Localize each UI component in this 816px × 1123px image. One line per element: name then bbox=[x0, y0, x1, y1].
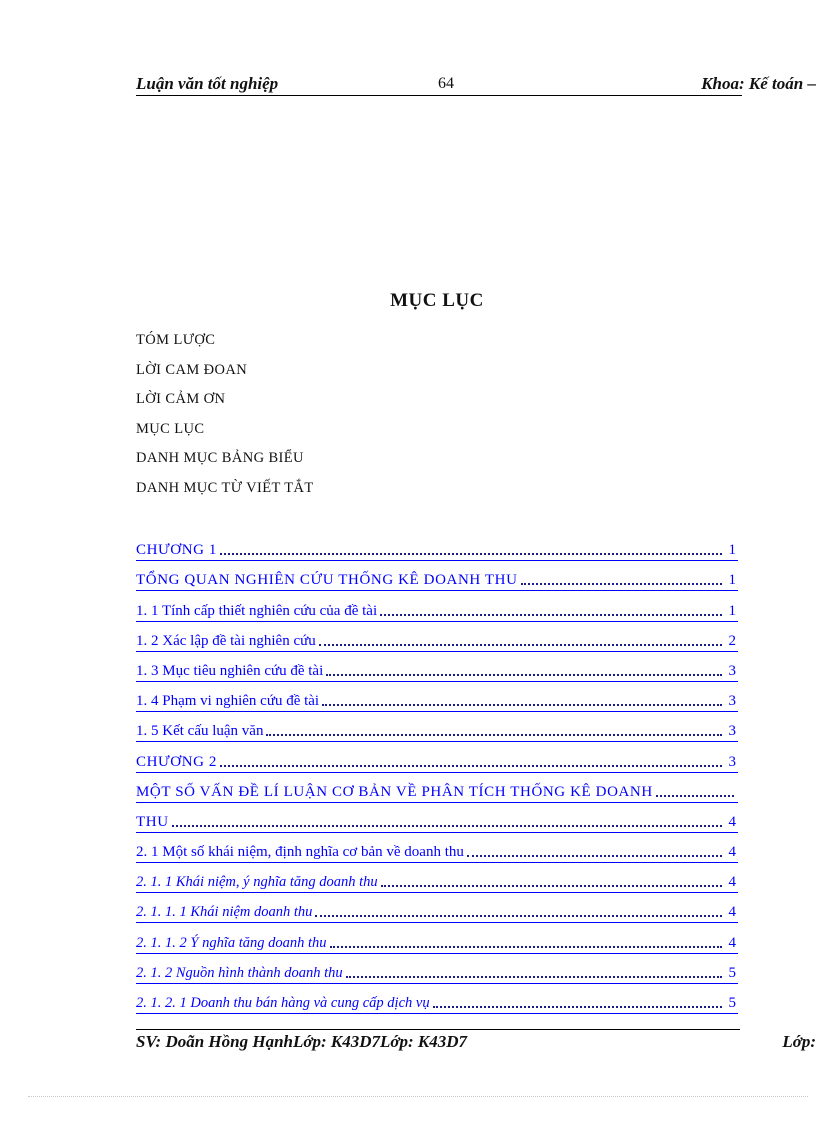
toc-entry-page: 3 bbox=[725, 754, 737, 771]
toc-entry-page: 1 bbox=[725, 572, 737, 589]
toc-leader-dots bbox=[346, 976, 722, 978]
toc-entry-text: 1. 4 Phạm vi nghiên cứu đề tài bbox=[136, 693, 320, 710]
toc-leader-dots bbox=[326, 674, 722, 676]
front-matter-item: TÓM LƯỢC bbox=[136, 332, 216, 348]
toc-entry-link[interactable] bbox=[136, 712, 738, 742]
toc-entry-text: 1. 2 Xác lập đề tài nghiên cứu bbox=[136, 632, 316, 649]
toc-entry-page: 4 bbox=[725, 844, 737, 861]
toc-entry-page: 4 bbox=[725, 874, 737, 891]
front-matter-item: DANH MỤC BẢNG BIỂU bbox=[136, 450, 304, 467]
toc-entry-link[interactable] bbox=[136, 833, 738, 863]
toc-entry-text: 2. 1. 1 Khái niệm, ý nghĩa tăng doanh thu bbox=[136, 874, 378, 891]
toc-entry-link[interactable] bbox=[136, 893, 738, 923]
toc-entry-text: 1. 1 Tính cấp thiết nghiên cứu của đề tài bbox=[136, 602, 378, 619]
toc-leader-dots bbox=[656, 795, 734, 797]
toc-entry-page: 4 bbox=[725, 814, 737, 831]
footer-class-label: Lớp: bbox=[782, 1032, 816, 1051]
toc-leader-dots bbox=[315, 915, 722, 917]
toc-entry-text: 2. 1. 1. 1 Khái niệm doanh thu bbox=[136, 904, 313, 921]
front-matter-list bbox=[136, 326, 314, 504]
toc-entry-text: MỘT SỐ VẤN ĐỀ LÍ LUẬN CƠ BẢN VỀ PHÂN TÍCH THỐNG KÊ DOANH bbox=[136, 783, 653, 800]
toc-leader-dots bbox=[220, 765, 722, 767]
toc-entry-text: CHƯƠNG 1 bbox=[136, 542, 218, 559]
toc-entry-link[interactable] bbox=[136, 591, 738, 621]
toc-entry-text: CHƯƠNG 2 bbox=[136, 753, 218, 770]
toc-entry-page: 3 bbox=[725, 723, 737, 740]
toc-leader-dots bbox=[381, 885, 722, 887]
page-footer bbox=[136, 1032, 816, 1056]
toc-entry-page: 3 bbox=[725, 693, 737, 710]
bottom-dotted-border bbox=[28, 1096, 808, 1097]
front-matter-item: LỜI CẢM ƠN bbox=[136, 391, 226, 408]
toc-leader-dots bbox=[322, 704, 722, 706]
toc-leader-dots bbox=[521, 583, 722, 585]
front-matter-item: DANH MỤC TỪ VIẾT TẮT bbox=[136, 479, 314, 496]
front-matter-item: LỜI CAM ĐOAN bbox=[136, 361, 248, 378]
toc-leader-dots bbox=[467, 855, 722, 857]
header-faculty-label: Khoa: Kế toán – bbox=[701, 74, 816, 93]
toc-entry-text: 2. 1. 1. 2 Ý nghĩa tăng doanh thu bbox=[136, 934, 327, 951]
toc-entry-link[interactable] bbox=[136, 561, 738, 591]
front-matter-item: MỤC LỤC bbox=[136, 420, 205, 437]
toc-entry-page: 3 bbox=[725, 663, 737, 680]
toc-leader-dots bbox=[330, 946, 722, 948]
header-rule bbox=[136, 95, 742, 96]
toc-entry-link[interactable] bbox=[136, 984, 738, 1014]
toc-entry-text: THU bbox=[136, 813, 169, 830]
toc-entry-text: 2. 1 Một số khái niệm, định nghĩa cơ bản về doanh thu bbox=[136, 844, 464, 861]
toc-leader-dots bbox=[380, 614, 722, 616]
toc-entry-link[interactable] bbox=[136, 531, 738, 561]
toc-entry-text: 1. 5 Kết cấu luận văn bbox=[136, 723, 264, 740]
toc-entry-text: TỔNG QUAN NGHIÊN CỨU THỐNG KÊ DOANH THU bbox=[136, 572, 518, 589]
toc-entry-page: 2 bbox=[725, 633, 737, 650]
toc-entry-text: 2. 1. 2. 1 Doanh thu bán hàng và cung cấp dịch vụ bbox=[136, 995, 430, 1011]
toc-entry-text: 2. 1. 2 Nguồn hình thành doanh thu bbox=[136, 964, 343, 981]
toc-entry-page: 5 bbox=[725, 965, 737, 982]
toc-leader-dots bbox=[266, 734, 722, 736]
toc-entry-text: 1. 3 Mục tiêu nghiên cứu đề tài bbox=[136, 662, 324, 679]
toc-leader-dots bbox=[433, 1006, 722, 1008]
toc-list bbox=[136, 531, 738, 1014]
header-thesis-label: Luận văn tốt nghiệp bbox=[136, 74, 279, 93]
toc-title: MỤC LỤC bbox=[390, 290, 484, 311]
toc-entry-page: 4 bbox=[725, 935, 737, 952]
toc-entry-page: 5 bbox=[725, 995, 737, 1012]
toc-leader-dots bbox=[220, 553, 722, 555]
page-number: 64 bbox=[438, 75, 454, 92]
toc-entry-link[interactable] bbox=[136, 652, 738, 682]
toc-entry-link[interactable] bbox=[136, 742, 738, 772]
toc-entry-page: 4 bbox=[725, 904, 737, 921]
page-header bbox=[136, 72, 816, 96]
toc-leader-dots bbox=[172, 825, 722, 827]
toc-entry-link[interactable] bbox=[136, 622, 738, 652]
toc-entry-page: 1 bbox=[725, 542, 737, 559]
toc-entry-link[interactable] bbox=[136, 803, 738, 833]
toc-entry-link[interactable] bbox=[136, 863, 738, 893]
footer-student-info: SV: Doãn Hồng HạnhLớp: K43D7Lớp: K43D7 bbox=[136, 1032, 468, 1051]
toc-entry-page: 1 bbox=[725, 603, 737, 620]
toc-entry-link[interactable] bbox=[136, 773, 738, 803]
toc-leader-dots bbox=[319, 644, 722, 646]
footer-rule bbox=[136, 1029, 740, 1030]
toc-entry-link[interactable] bbox=[136, 923, 738, 953]
toc-entry-link[interactable] bbox=[136, 682, 738, 712]
toc-entry-link[interactable] bbox=[136, 954, 738, 984]
